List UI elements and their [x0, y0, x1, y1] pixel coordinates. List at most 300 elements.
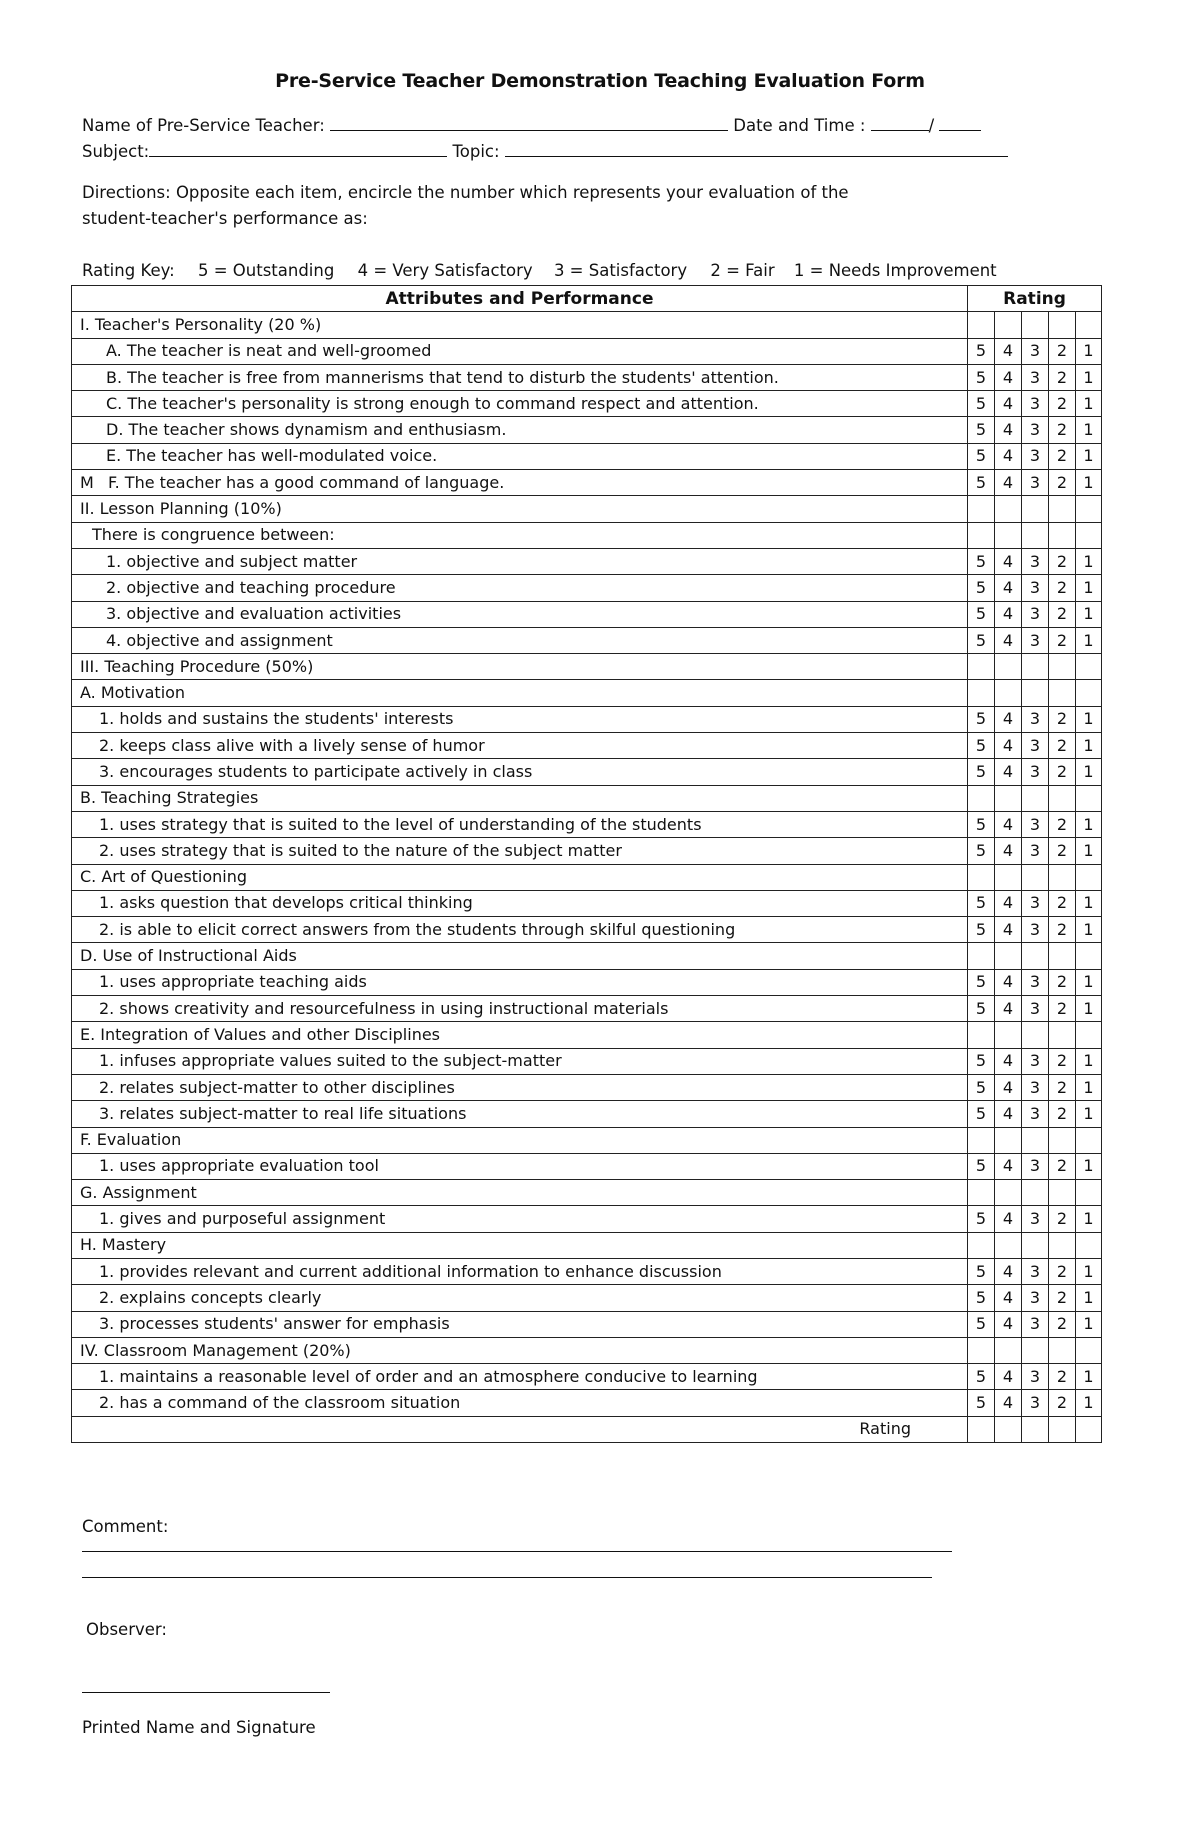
rating-option[interactable]: 1: [1076, 443, 1102, 469]
rating-option[interactable]: 1: [1076, 917, 1102, 943]
item-text: [72, 1390, 968, 1416]
rating-cell-empty: [1076, 1232, 1102, 1258]
rating-option[interactable]: 5: [968, 1285, 995, 1311]
rating-option[interactable]: 3: [1022, 1311, 1049, 1337]
rating-option[interactable]: 1: [1076, 417, 1102, 443]
item-label: 2. relates subject-matter to other disciplines: [99, 1077, 455, 1097]
rating-option[interactable]: 4: [995, 759, 1022, 785]
rating-key-label: Rating Key:: [82, 261, 175, 280]
topic-label: Topic:: [452, 142, 500, 161]
table-row: [72, 1364, 1102, 1390]
rating-cell-empty: [1022, 1232, 1049, 1258]
rating-option[interactable]: 1: [1076, 996, 1102, 1022]
rating-option[interactable]: 2: [1049, 364, 1076, 390]
rating-option[interactable]: 2: [1049, 1364, 1076, 1390]
item-label: B. The teacher is free from mannerisms that tend to disturb the students' attention.: [106, 367, 779, 387]
rating-option[interactable]: 3: [1022, 1206, 1049, 1232]
rating-cell-empty: [968, 680, 995, 706]
rating-option[interactable]: 1: [1076, 706, 1102, 732]
signature-label: Printed Name and Signature: [82, 1718, 316, 1737]
rating-option[interactable]: 4: [995, 706, 1022, 732]
rating-key-1: 1 = Needs Improvement: [793, 261, 997, 280]
rating-option[interactable]: 1: [1076, 338, 1102, 364]
table-row: [72, 917, 1102, 943]
rating-option[interactable]: 5: [968, 391, 995, 417]
comment-label: Comment:: [82, 1517, 169, 1536]
item-margin-mark: M: [80, 472, 94, 492]
item-label: 1. holds and sustains the students' interests: [99, 709, 454, 729]
table-row: [72, 1337, 1102, 1363]
rating-option[interactable]: 5: [968, 1390, 995, 1416]
rating-option[interactable]: 2: [1049, 838, 1076, 864]
evaluation-table: [71, 285, 1102, 1443]
time-input-line[interactable]: [939, 116, 981, 131]
rating-cell-empty: [1022, 943, 1049, 969]
rating-cell-empty: [1022, 785, 1049, 811]
item-label: 1. objective and subject matter: [106, 551, 358, 571]
table-row: [72, 1258, 1102, 1284]
rating-cell-empty: [1049, 1337, 1076, 1363]
rating-cell-empty: [1076, 1127, 1102, 1153]
table-header-row: [72, 286, 1102, 312]
table-row: [72, 443, 1102, 469]
rating-option[interactable]: 1: [1076, 1311, 1102, 1337]
rating-option[interactable]: 5: [968, 1364, 995, 1390]
table-row: [72, 1022, 1102, 1048]
item-label: 4. objective and assignment: [106, 630, 333, 650]
table-row: [72, 996, 1102, 1022]
directions-line-2: student-teacher's performance as:: [82, 209, 368, 228]
item-text: [72, 969, 968, 995]
rating-option[interactable]: 1: [1076, 1048, 1102, 1074]
rating-option[interactable]: 3: [1022, 1101, 1049, 1127]
comment-line-1[interactable]: [82, 1551, 952, 1552]
total-rating-cell[interactable]: [1022, 1416, 1049, 1442]
item-label: F. The teacher has a good command of language.: [108, 472, 505, 492]
item-label: C. Art of Questioning: [80, 867, 248, 887]
rating-cell-empty: [1076, 1022, 1102, 1048]
rating-cell-empty: [1076, 312, 1102, 338]
rating-option[interactable]: 5: [968, 601, 995, 627]
rating-option[interactable]: 4: [995, 733, 1022, 759]
rating-option[interactable]: 5: [968, 890, 995, 916]
item-label: D. Use of Instructional Aids: [80, 946, 297, 966]
rating-cell-empty: [1049, 1232, 1076, 1258]
table-row: [72, 1311, 1102, 1337]
rating-option[interactable]: 2: [1049, 470, 1076, 496]
rating-cell-empty: [995, 1022, 1022, 1048]
rating-option[interactable]: 2: [1049, 811, 1076, 837]
rating-option[interactable]: 4: [995, 811, 1022, 837]
rating-option[interactable]: 3: [1022, 443, 1049, 469]
rating-cell-empty: [995, 654, 1022, 680]
item-text: [72, 470, 968, 496]
rating-key-2: 2 = Fair: [710, 261, 775, 280]
rating-option[interactable]: 4: [995, 1206, 1022, 1232]
rating-cell-empty: [1022, 1022, 1049, 1048]
rating-cell-empty: [1076, 785, 1102, 811]
rating-option[interactable]: 1: [1076, 890, 1102, 916]
item-text: [72, 548, 968, 574]
date-separator: /: [928, 116, 935, 135]
rating-option[interactable]: 4: [995, 1258, 1022, 1284]
item-text: [72, 417, 968, 443]
rating-option[interactable]: 5: [968, 443, 995, 469]
rating-option[interactable]: 3: [1022, 627, 1049, 653]
item-label: IV. Classroom Management (20%): [80, 1340, 351, 1360]
rating-cell-empty: [968, 1022, 995, 1048]
rating-option[interactable]: 4: [995, 338, 1022, 364]
rating-option[interactable]: 1: [1076, 601, 1102, 627]
signature-line[interactable]: [82, 1692, 330, 1693]
rating-option[interactable]: 5: [968, 838, 995, 864]
rating-cell-empty: [1049, 864, 1076, 890]
rating-option[interactable]: 1: [1076, 733, 1102, 759]
rating-option[interactable]: 4: [995, 575, 1022, 601]
rating-option[interactable]: 4: [995, 391, 1022, 417]
rating-option[interactable]: 3: [1022, 1048, 1049, 1074]
rating-option[interactable]: 4: [995, 364, 1022, 390]
rating-option[interactable]: 5: [968, 338, 995, 364]
date-label: Date and Time :: [733, 116, 866, 135]
section-heading: [72, 1180, 968, 1206]
rating-option[interactable]: 1: [1076, 811, 1102, 837]
rating-cell-empty: [1022, 522, 1049, 548]
rating-option[interactable]: 3: [1022, 364, 1049, 390]
rating-option[interactable]: 2: [1049, 1311, 1076, 1337]
rating-option[interactable]: 2: [1049, 1101, 1076, 1127]
rating-option[interactable]: 3: [1022, 1285, 1049, 1311]
rating-option[interactable]: 1: [1076, 838, 1102, 864]
rating-option[interactable]: 5: [968, 1206, 995, 1232]
rating-option[interactable]: 3: [1022, 1258, 1049, 1284]
rating-cell-empty: [1076, 522, 1102, 548]
section-heading: [72, 522, 968, 548]
rating-option[interactable]: 1: [1076, 759, 1102, 785]
item-label: 2. objective and teaching procedure: [106, 577, 396, 597]
table-row: [72, 1074, 1102, 1100]
rating-option[interactable]: 4: [995, 838, 1022, 864]
rating-option[interactable]: 1: [1076, 1206, 1102, 1232]
rating-option[interactable]: 2: [1049, 575, 1076, 601]
rating-option[interactable]: 3: [1022, 470, 1049, 496]
rating-cell-empty: [968, 654, 995, 680]
rating-cell-empty: [995, 1232, 1022, 1258]
rating-option[interactable]: 5: [968, 417, 995, 443]
rating-cell-empty: [995, 1337, 1022, 1363]
table-row: [72, 759, 1102, 785]
rating-key-3: 3 = Satisfactory: [553, 261, 688, 280]
rating-option[interactable]: 5: [968, 706, 995, 732]
item-label: There is congruence between:: [92, 525, 335, 545]
table-row: [72, 733, 1102, 759]
rating-cell-empty: [1076, 864, 1102, 890]
section-heading: [72, 1232, 968, 1258]
rating-option[interactable]: 4: [995, 1311, 1022, 1337]
rating-option[interactable]: 4: [995, 1074, 1022, 1100]
rating-option[interactable]: 4: [995, 917, 1022, 943]
topic-input-line[interactable]: [505, 142, 1008, 157]
rating-option[interactable]: 3: [1022, 733, 1049, 759]
rating-option[interactable]: 5: [968, 733, 995, 759]
rating-option[interactable]: 1: [1076, 364, 1102, 390]
rating-option[interactable]: 5: [968, 1074, 995, 1100]
rating-option[interactable]: 3: [1022, 1074, 1049, 1100]
rating-option[interactable]: 5: [968, 917, 995, 943]
rating-cell-empty: [995, 680, 1022, 706]
rating-option[interactable]: 3: [1022, 1153, 1049, 1179]
item-label: D. The teacher shows dynamism and enthusiasm.: [106, 420, 507, 440]
name-date-line: [82, 116, 981, 135]
rating-option[interactable]: 4: [995, 890, 1022, 916]
table-row: [72, 548, 1102, 574]
table-row: [72, 364, 1102, 390]
rating-option[interactable]: 2: [1049, 706, 1076, 732]
rating-option[interactable]: 3: [1022, 1364, 1049, 1390]
rating-option[interactable]: 4: [995, 1364, 1022, 1390]
table-row: [72, 1206, 1102, 1232]
rating-option[interactable]: 5: [968, 470, 995, 496]
rating-cell-empty: [968, 1337, 995, 1363]
rating-option[interactable]: 4: [995, 443, 1022, 469]
rating-option[interactable]: 3: [1022, 890, 1049, 916]
rating-cell-empty: [1049, 312, 1076, 338]
rating-option[interactable]: 5: [968, 1101, 995, 1127]
rating-cell-empty: [1076, 680, 1102, 706]
rating-option[interactable]: 2: [1049, 443, 1076, 469]
rating-option[interactable]: 2: [1049, 1074, 1076, 1100]
item-label: 3. relates subject-matter to real life situations: [99, 1103, 467, 1123]
item-label: 2. uses strategy that is suited to the nature of the subject matter: [99, 840, 622, 860]
rating-option[interactable]: 2: [1049, 969, 1076, 995]
rating-option[interactable]: 5: [968, 1153, 995, 1179]
rating-option[interactable]: 5: [968, 996, 995, 1022]
rating-option[interactable]: 2: [1049, 1285, 1076, 1311]
rating-option[interactable]: 5: [968, 364, 995, 390]
item-text: [72, 338, 968, 364]
comment-line-2[interactable]: [82, 1577, 932, 1578]
total-rating-cell[interactable]: [968, 1416, 995, 1442]
item-label: III. Teaching Procedure (50%): [80, 656, 314, 676]
rating-option[interactable]: 4: [995, 996, 1022, 1022]
item-text: [72, 1074, 968, 1100]
rating-option[interactable]: 1: [1076, 391, 1102, 417]
date-input-line[interactable]: [871, 116, 929, 131]
rating-option[interactable]: 3: [1022, 996, 1049, 1022]
rating-option[interactable]: 2: [1049, 1390, 1076, 1416]
rating-option[interactable]: 5: [968, 1258, 995, 1284]
item-label: H. Mastery: [80, 1235, 167, 1255]
section-heading: [72, 312, 968, 338]
rating-option[interactable]: 5: [968, 1048, 995, 1074]
item-text: [72, 996, 968, 1022]
rating-option[interactable]: 5: [968, 1311, 995, 1337]
table-row: [72, 943, 1102, 969]
section-heading: [72, 943, 968, 969]
header-attributes: Attributes and Performance: [72, 286, 968, 312]
rating-option[interactable]: 2: [1049, 890, 1076, 916]
item-text: [72, 1311, 968, 1337]
rating-cell-empty: [1022, 496, 1049, 522]
table-row: [72, 496, 1102, 522]
item-label: II. Lesson Planning (10%): [80, 499, 282, 519]
rating-cell-empty: [968, 1127, 995, 1153]
rating-option[interactable]: 3: [1022, 391, 1049, 417]
item-label: 3. objective and evaluation activities: [106, 604, 402, 624]
item-text: [72, 364, 968, 390]
rating-option[interactable]: 1: [1076, 1390, 1102, 1416]
rating-option[interactable]: 4: [995, 417, 1022, 443]
name-label: Name of Pre-Service Teacher:: [82, 116, 325, 135]
rating-cell-empty: [995, 1180, 1022, 1206]
rating-option[interactable]: 5: [968, 627, 995, 653]
table-row: [72, 575, 1102, 601]
rating-option[interactable]: 4: [995, 1390, 1022, 1416]
item-text: [72, 575, 968, 601]
table-row: [72, 1153, 1102, 1179]
rating-option[interactable]: 2: [1049, 1153, 1076, 1179]
rating-cell-empty: [1049, 785, 1076, 811]
rating-option[interactable]: 2: [1049, 996, 1076, 1022]
table-row: [72, 706, 1102, 732]
rating-cell-empty: [1049, 522, 1076, 548]
rating-option[interactable]: 2: [1049, 417, 1076, 443]
rating-option[interactable]: 1: [1076, 627, 1102, 653]
table-row: [72, 1101, 1102, 1127]
table-row: [72, 522, 1102, 548]
rating-option[interactable]: 2: [1049, 338, 1076, 364]
item-label: F. Evaluation: [80, 1130, 182, 1150]
item-text: [72, 391, 968, 417]
rating-option[interactable]: 5: [968, 969, 995, 995]
table-row: [72, 1285, 1102, 1311]
rating-option[interactable]: 4: [995, 470, 1022, 496]
item-label: 2. keeps class alive with a lively sense of humor: [99, 735, 485, 755]
subject-input-line[interactable]: [149, 142, 447, 157]
rating-option[interactable]: 1: [1076, 575, 1102, 601]
rating-option[interactable]: 5: [968, 811, 995, 837]
rating-option[interactable]: 1: [1076, 470, 1102, 496]
rating-option[interactable]: 3: [1022, 838, 1049, 864]
rating-cell-empty: [1076, 943, 1102, 969]
rating-option[interactable]: 1: [1076, 1074, 1102, 1100]
table-footer-row: [72, 1416, 1102, 1442]
rating-option[interactable]: 1: [1076, 969, 1102, 995]
rating-option[interactable]: 2: [1049, 1048, 1076, 1074]
table-row: [72, 890, 1102, 916]
rating-cell-empty: [1022, 680, 1049, 706]
rating-option[interactable]: 3: [1022, 548, 1049, 574]
section-heading: [72, 1337, 968, 1363]
rating-option[interactable]: 1: [1076, 1364, 1102, 1390]
rating-cell-empty: [995, 312, 1022, 338]
rating-option[interactable]: 2: [1049, 601, 1076, 627]
item-label: 3. processes students' answer for emphasis: [99, 1314, 450, 1334]
rating-option[interactable]: 4: [995, 969, 1022, 995]
rating-cell-empty: [968, 496, 995, 522]
rating-option[interactable]: 4: [995, 627, 1022, 653]
total-rating-cell[interactable]: [1049, 1416, 1076, 1442]
item-label: 3. encourages students to participate actively in class: [99, 761, 533, 781]
item-label: C. The teacher's personality is strong enough to command respect and attention.: [106, 393, 759, 413]
rating-option[interactable]: 2: [1049, 1258, 1076, 1284]
rating-cell-empty: [1022, 312, 1049, 338]
rating-option[interactable]: 4: [995, 601, 1022, 627]
item-text: [72, 811, 968, 837]
rating-option[interactable]: 2: [1049, 1206, 1076, 1232]
rating-option[interactable]: 2: [1049, 759, 1076, 785]
rating-option[interactable]: 3: [1022, 601, 1049, 627]
rating-option[interactable]: 3: [1022, 706, 1049, 732]
table-row: [72, 680, 1102, 706]
rating-option[interactable]: 2: [1049, 627, 1076, 653]
rating-option[interactable]: 2: [1049, 391, 1076, 417]
rating-key-4: 4 = Very Satisfactory: [357, 261, 533, 280]
rating-option[interactable]: 3: [1022, 1390, 1049, 1416]
rating-cell-empty: [968, 1232, 995, 1258]
rating-option[interactable]: 3: [1022, 917, 1049, 943]
rating-option[interactable]: 5: [968, 575, 995, 601]
rating-option[interactable]: 1: [1076, 1285, 1102, 1311]
rating-option[interactable]: 3: [1022, 969, 1049, 995]
rating-option[interactable]: 1: [1076, 548, 1102, 574]
item-text: [72, 1153, 968, 1179]
total-rating-cell[interactable]: [1076, 1416, 1102, 1442]
total-rating-cell[interactable]: [995, 1416, 1022, 1442]
rating-option[interactable]: 1: [1076, 1258, 1102, 1284]
rating-option[interactable]: 3: [1022, 417, 1049, 443]
item-text: [72, 1258, 968, 1284]
rating-cell-empty: [995, 522, 1022, 548]
rating-option[interactable]: 5: [968, 759, 995, 785]
item-text: [72, 601, 968, 627]
table-row: [72, 1048, 1102, 1074]
rating-option[interactable]: 4: [995, 548, 1022, 574]
item-label: 1. uses appropriate evaluation tool: [99, 1156, 379, 1176]
rating-option[interactable]: 2: [1049, 548, 1076, 574]
rating-option[interactable]: 3: [1022, 811, 1049, 837]
rating-option[interactable]: 1: [1076, 1153, 1102, 1179]
rating-cell-empty: [1022, 654, 1049, 680]
rating-option[interactable]: 3: [1022, 575, 1049, 601]
item-label: G. Assignment: [80, 1182, 197, 1202]
rating-cell-empty: [1049, 1127, 1076, 1153]
rating-option[interactable]: 4: [995, 1285, 1022, 1311]
rating-option[interactable]: 2: [1049, 733, 1076, 759]
rating-option[interactable]: 3: [1022, 338, 1049, 364]
rating-cell-empty: [968, 864, 995, 890]
item-text: [72, 759, 968, 785]
item-text: [72, 1048, 968, 1074]
rating-option[interactable]: 4: [995, 1101, 1022, 1127]
item-text: [72, 917, 968, 943]
item-text: [72, 1364, 968, 1390]
header-rating: Rating: [968, 286, 1102, 312]
section-heading: [72, 496, 968, 522]
section-heading: [72, 864, 968, 890]
rating-option[interactable]: 1: [1076, 1101, 1102, 1127]
rating-cell-empty: [968, 943, 995, 969]
item-label: 1. infuses appropriate values suited to the subject-matter: [99, 1051, 562, 1071]
rating-cell-empty: [1049, 1180, 1076, 1206]
name-input-line[interactable]: [330, 116, 728, 131]
rating-option[interactable]: 2: [1049, 917, 1076, 943]
rating-option[interactable]: 5: [968, 548, 995, 574]
rating-option[interactable]: 4: [995, 1048, 1022, 1074]
rating-option[interactable]: 3: [1022, 759, 1049, 785]
rating-option[interactable]: 4: [995, 1153, 1022, 1179]
rating-cell-empty: [1022, 1337, 1049, 1363]
